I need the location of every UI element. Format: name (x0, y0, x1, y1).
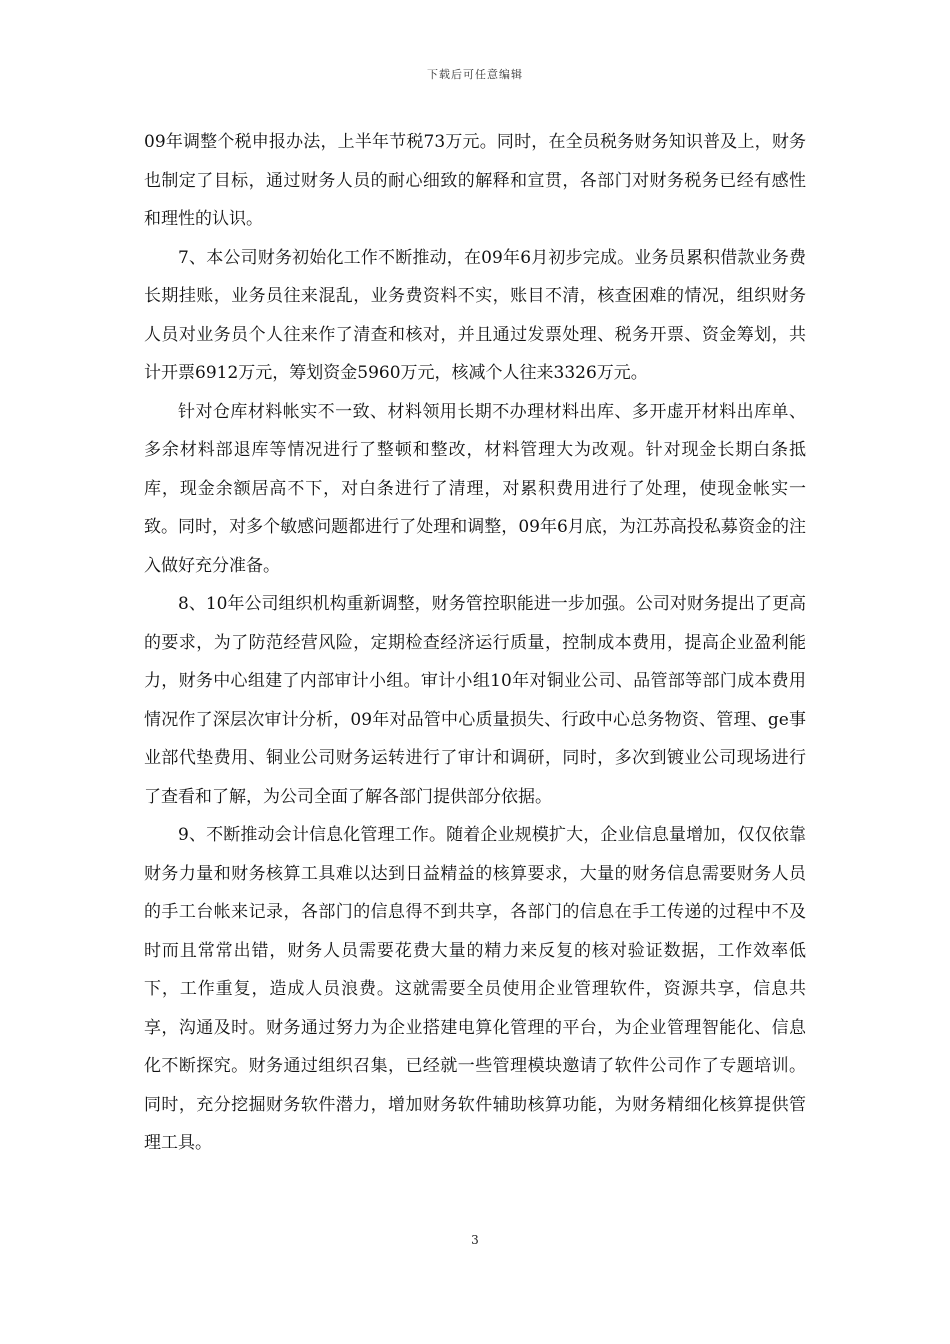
paragraph-item-9: 9、不断推动会计信息化管理工作。随着企业规模扩大，企业信息量增加，仅仅依靠财务力量和财务核算工具难以达到日益精益的核算要求，大量的财务信息需要财务人员的手工台帐来记录，各部门的信息得不到共享，各部门的信息在手工传递的过程中不及时而且常常出错，财务人员需要花费大量的精力来反复的核对验证数据，工作效率低下，工作重复，造成人员浪费。这就需要全员使用企业管理软件，资源共享，信息共享，沟通及时。财务通过努力为企业搭建电算化管理的平台，为企业管理智能化、信息化不断探究。财务通过组织召集，已经就一些管理模块邀请了软件公司作了专题培训。同时，充分挖掘财务软件潜力，增加财务软件辅助核算功能，为财务精细化核算提供管理工具。 (144, 825, 806, 1153)
document-body (144, 123, 806, 1163)
paragraph-inventory-cash: 针对仓库材料帐实不一致、材料领用长期不办理材料出库、多开虚开材料出库单、多余材料部退库等情况进行了整顿和整改，材料管理大为改观。针对现金长期白条抵库，现金余额居高不下，对白条进行了清理，对累积费用进行了处理，使现金帐实一致。同时，对多个敏感问题都进行了处理和调整，09年6月底，为江苏高投私募资金的注入做好充分准备。 (144, 401, 806, 576)
paragraph-item-8: 8、10年公司组织机构重新调整，财务管控职能进一步加强。公司对财务提出了更高的要求，为了防范经营风险，定期检查经济运行质量，控制成本费用，提高企业盈利能力，财务中心组建了内部审计小组。审计小组10年对铜业公司、品管部等部门成本费用情况作了深层次审计分析，09年对品管中心质量损失、行政中心总务物资、管理、ge事业部代垫费用、铜业公司财务运转进行了审计和调研，同时，多次到镀业公司现场进行了查看和了解，为公司全面了解各部门提供部分依据。 (144, 594, 806, 807)
paragraph-tax-continuation: 09年调整个税申报办法，上半年节税73万元。同时，在全员税务财务知识普及上，财务也制定了目标，通过财务人员的耐心细致的解释和宣贯，各部门对财务税务已经有感性和理性的认识。 (144, 132, 806, 229)
paragraph-item-7: 7、本公司财务初始化工作不断推动，在09年6月初步完成。业务员累积借款业务费长期挂账，业务员往来混乱，业务费资料不实，账目不清，核查困难的情况，组织财务人员对业务员个人往来作了清查和核对，并且通过发票处理、税务开票、资金筹划，共计开票6912万元，筹划资金5960万元，核减个人往来3326万元。 (144, 247, 806, 383)
page-header: 下载后可任意编辑 (427, 68, 523, 81)
page-number: 3 (471, 1233, 479, 1247)
